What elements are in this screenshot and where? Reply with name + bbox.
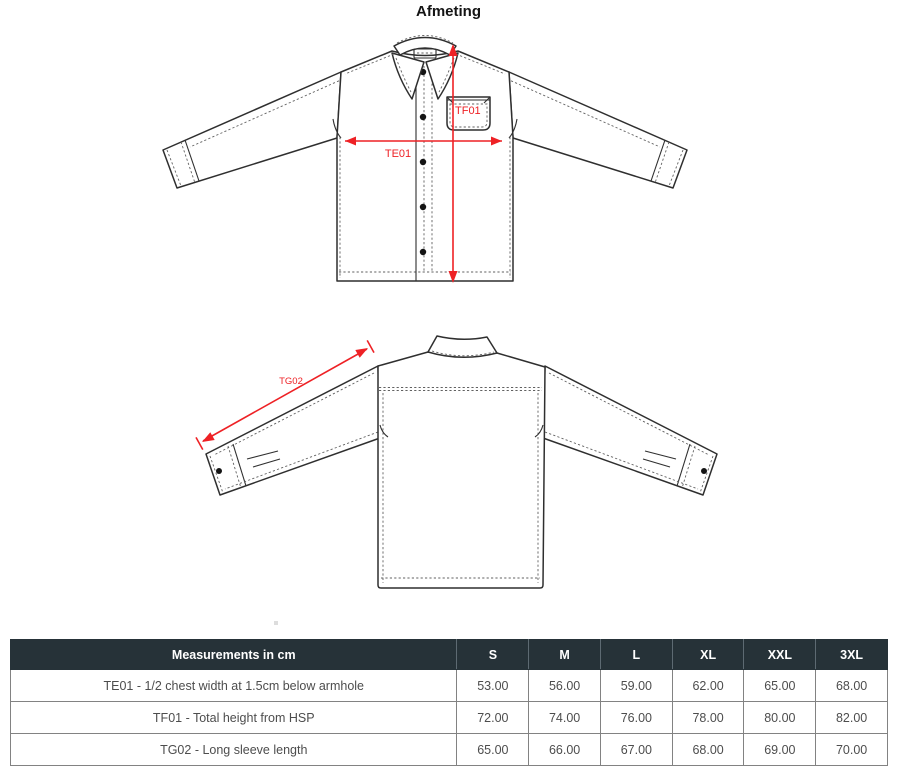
back-right-sleeve [543, 366, 717, 495]
row-label: TE01 - 1/2 chest width at 1.5cm below armhole [11, 670, 457, 702]
cell-value: 65.00 [457, 734, 529, 766]
cell-value: 66.00 [529, 734, 601, 766]
page-title: Afmeting [416, 3, 481, 20]
cell-value: 72.00 [457, 702, 529, 734]
row-label: TF01 - Total height from HSP [11, 702, 457, 734]
tg02-end-tick-top [367, 340, 374, 352]
back-left-cuff-button [216, 468, 222, 474]
front-left-sleeve [163, 72, 341, 188]
stray-artifact [274, 621, 278, 625]
header-size-xl: XL [672, 640, 744, 670]
cell-value: 67.00 [600, 734, 672, 766]
tg02-end-tick-bottom [196, 437, 203, 449]
header-size-xxl: XXL [744, 640, 816, 670]
header-size-m: M [529, 640, 601, 670]
front-button-4 [420, 204, 426, 210]
cell-value: 74.00 [529, 702, 601, 734]
cell-value: 82.00 [816, 702, 888, 734]
shirt-front-view [163, 36, 687, 284]
cell-value: 62.00 [672, 670, 744, 702]
header-size-3xl: 3XL [816, 640, 888, 670]
row-label: TG02 - Long sleeve length [11, 734, 457, 766]
cell-value: 53.00 [457, 670, 529, 702]
cell-value: 76.00 [600, 702, 672, 734]
cell-value: 68.00 [816, 670, 888, 702]
front-button-2 [420, 114, 426, 120]
back-collar [428, 336, 497, 357]
table-row-te01 [11, 670, 888, 702]
cell-value: 65.00 [744, 670, 816, 702]
te01-label: TE01 [384, 148, 412, 160]
cell-value: 80.00 [744, 702, 816, 734]
cell-value: 56.00 [529, 670, 601, 702]
header-measurements: Measurements in cm [11, 640, 457, 670]
tg02-arrowhead-top [355, 348, 368, 358]
header-size-s: S [457, 640, 529, 670]
cell-value: 68.00 [672, 734, 744, 766]
tg02-arrowhead-bottom [202, 432, 215, 442]
back-right-cuff-button [701, 468, 707, 474]
size-table [10, 639, 888, 766]
cell-value: 59.00 [600, 670, 672, 702]
front-collar-band [394, 38, 456, 56]
size-table-header-row [11, 640, 888, 670]
table-row-tg02 [11, 734, 888, 766]
tf01-label: TF01 [455, 105, 481, 117]
front-button-5 [420, 249, 426, 255]
front-right-sleeve [509, 72, 687, 188]
shirt-back-view [196, 336, 717, 588]
header-size-l: L [600, 640, 672, 670]
tg02-label: TG02 [279, 376, 303, 387]
table-row-tf01 [11, 702, 888, 734]
front-button-3 [420, 159, 426, 165]
front-body [337, 51, 513, 281]
cell-value: 69.00 [744, 734, 816, 766]
cell-value: 70.00 [816, 734, 888, 766]
cell-value: 78.00 [672, 702, 744, 734]
back-collar-band [428, 336, 497, 357]
